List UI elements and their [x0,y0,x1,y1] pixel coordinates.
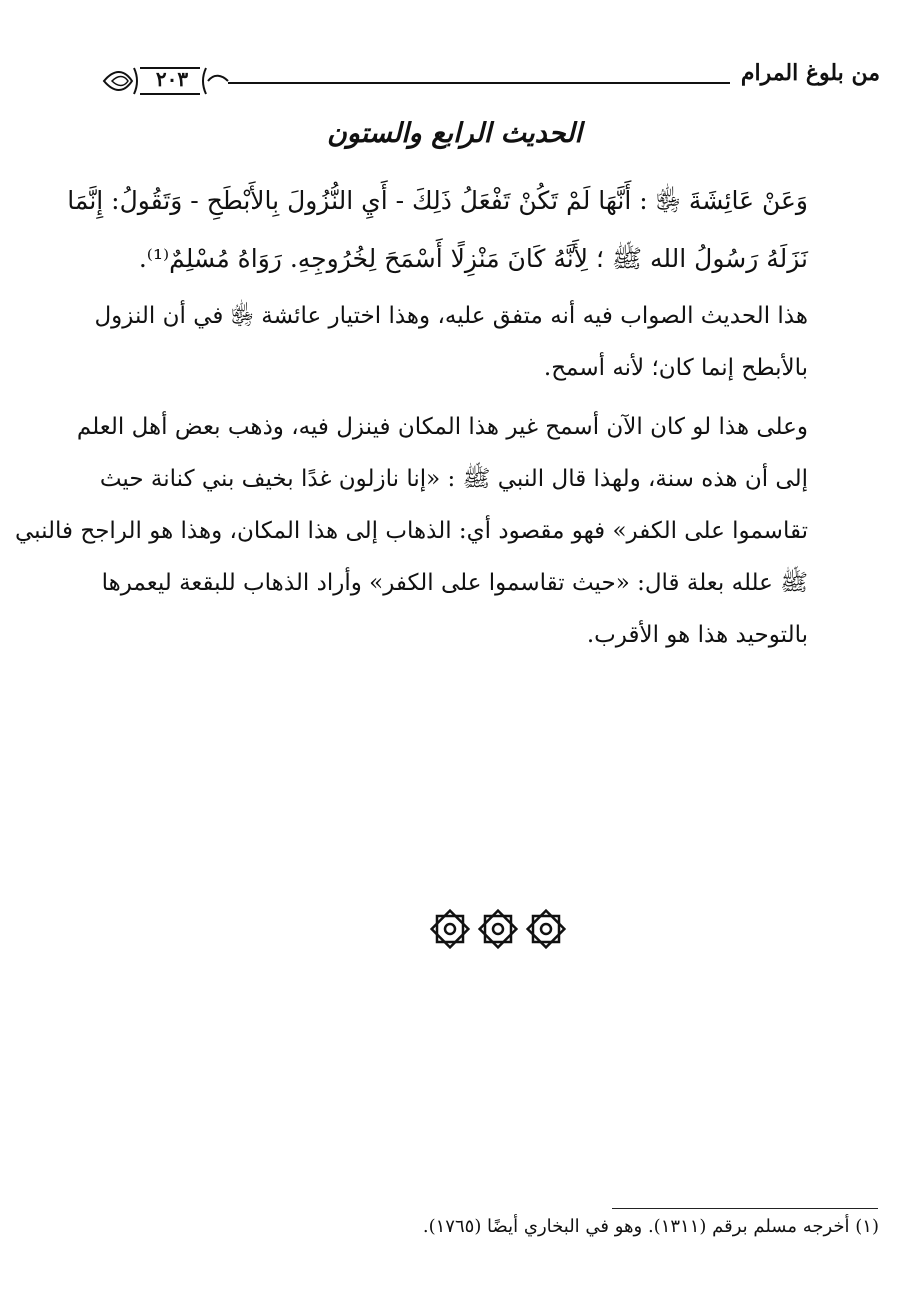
commentary-line: تقاسموا على الكفر» فهو مقصود أي: الذهاب إلى هذا المكان، وهذا هو الراجح فالنبي [14,518,808,544]
commentary-paragraph-1 [94,290,808,394]
commentary-paragraph-2 [14,401,808,661]
footnote: (١) أخرجه مسلم برقم (١٣١١). وهو في البخاري أيضًا (١٧٦٥). [422,1216,879,1237]
commentary-line: وعلى هذا لو كان الآن أسمح غير هذا المكان فينزل فيه، وذهب بعض أهل العلم [76,414,808,440]
commentary-line: هذا الحديث الصواب فيه أنه متفق عليه، وهذا اختيار عائشة ﵂ في أن النزول [94,303,808,329]
hadith-text [67,172,808,288]
section-divider-stars-icon [428,906,568,952]
footnote-separator [612,1208,878,1209]
commentary-line: ﷺ علله بعلة قال: «حيث تقاسموا على الكفر» وأراد الذهاب للبقعة ليعمرها [101,570,808,596]
header-rule [228,82,730,84]
page-number: ٢٠٣ [155,67,189,91]
hadith-title: الحديث الرابع والستون [327,118,582,149]
hadith-line: وَعَنْ عَائِشَةَ ﵂ : أَنَّهَا لَمْ تَكُنْ تَفْعَلُ ذَلِكَ - أَيِ النُّزُولَ بِالأَبْطَحِ - وَتَقُولُ: إِنَّمَا [67,186,808,215]
book-title: من بلوغ المرام [740,60,880,86]
commentary-line: إلى أن هذه سنة، ولهذا قال النبي ﷺ : «إنا نازلون غدًا بخيف بني كنانة حيث [99,466,808,492]
page-header [100,52,880,102]
hadith-line: نَزَلَهُ رَسُولُ الله ﷺ ؛ لِأَنَّهُ كَانَ مَنْزِلًا أَسْمَحَ لِخُرُوجِهِ. رَوَاهُ مُسْلِمٌ⁽¹⁾. [138,244,808,273]
commentary-line: بالأبطح إنما كان؛ لأنه أسمح. [543,355,808,381]
commentary-line: بالتوحيد هذا هو الأقرب. [586,622,808,648]
